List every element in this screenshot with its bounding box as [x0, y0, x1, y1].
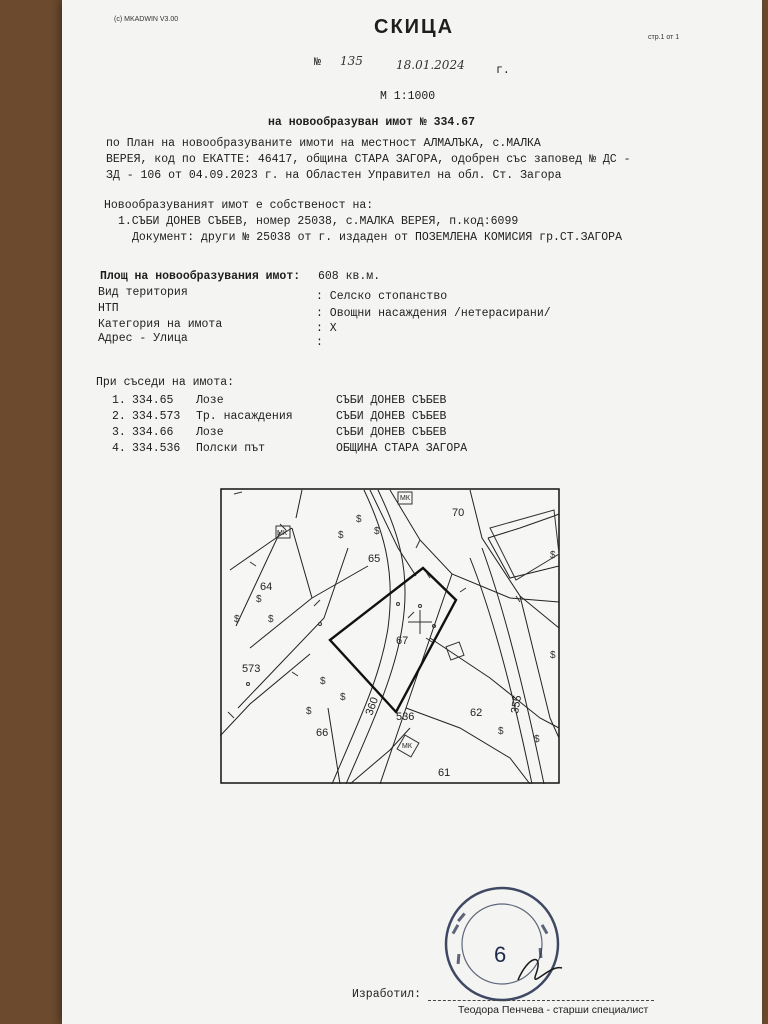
parcel-label-61: 61	[438, 767, 451, 779]
category-value: : X	[316, 322, 337, 335]
neighbor-owner: ОБЩИНА СТАРА ЗАГОРА	[336, 442, 468, 455]
mk-label: МК	[400, 495, 410, 502]
parcel-label-66: 66	[316, 727, 329, 739]
neighbors-heading: При съседи на имота:	[96, 376, 235, 389]
parcel-label-65: 65	[368, 553, 381, 565]
document-title: СКИЦА	[374, 16, 455, 38]
contour-label-360: 360	[363, 695, 382, 718]
neighbor-row	[112, 426, 446, 439]
mk-label: МК	[402, 743, 412, 750]
svg-text:$: $	[338, 530, 344, 541]
svg-text:$: $	[340, 692, 346, 703]
ownership-heading: Новообразуваният имот е собственост на:	[104, 199, 374, 212]
svg-text:$: $	[306, 706, 312, 717]
neighbor-use: Тр. насаждения	[196, 410, 293, 423]
svg-text:$: $	[550, 650, 556, 661]
document-sheet	[62, 0, 762, 1024]
document-number: 135	[340, 54, 363, 68]
map-frame	[221, 489, 559, 783]
neighbor-use: Лозе	[196, 394, 224, 407]
owner-line: 1.СЪБИ ДОНЕВ СЪБЕВ, номер 25038, с.МАЛКА ВЕРЕЯ, п.код:6099	[118, 215, 519, 228]
neighbor-id: 334.66	[132, 426, 174, 439]
neighbor-id: 334.536	[132, 442, 181, 455]
document-date: 18.01.2024	[396, 58, 465, 72]
neighbor-num: 2.	[112, 410, 126, 423]
territory-value: : Селско стопанство	[316, 290, 448, 303]
svg-text:$: $	[256, 594, 262, 605]
svg-text:$: $	[550, 550, 556, 561]
area-value: 608 кв.м.	[318, 270, 381, 283]
neighbor-owner: СЪБИ ДОНЕВ СЪБЕВ	[336, 426, 447, 439]
cadastral-map	[220, 488, 560, 784]
parcel-label-536: 536	[396, 711, 415, 723]
neighbor-use: Полски път	[196, 442, 266, 455]
address-value: :	[316, 336, 323, 349]
svg-text:$: $	[498, 726, 504, 737]
territory-label: Вид територия	[98, 286, 188, 299]
signature-line	[428, 1000, 654, 1001]
contour-label-355: 355	[509, 694, 525, 715]
address-label: Адрес - Улица	[98, 332, 188, 345]
parcel-label-573: 573	[242, 663, 261, 675]
svg-text:$: $	[234, 614, 240, 625]
neighbor-num: 1.	[112, 394, 126, 407]
parcel-label-67: 67	[396, 635, 409, 647]
neighbor-num: 3.	[112, 426, 126, 439]
neighbor-row	[112, 442, 467, 455]
parcel-label-62: 62	[470, 707, 483, 719]
ntp-value: : Овощни насаждения /нетерасирани/	[316, 307, 551, 320]
neighbor-row	[112, 394, 446, 407]
neighbor-id: 334.573	[132, 410, 181, 423]
ntp-label: НТП	[98, 302, 119, 315]
parcel-label-64: 64	[260, 581, 273, 593]
signer-name: Теодора Пенчева - старши специалист	[458, 1004, 649, 1016]
description-line-2: ВЕРЕЯ, код по ЕКАТТЕ: 46417, община СТАРА ЗАГОРА, одобрен със заповед № ДС -	[106, 153, 631, 166]
document-line: Документ: други № 25038 от г. издаден от ПОЗЕМЛЕНА КОМИСИЯ гр.СТ.ЗАГОРА	[132, 231, 622, 244]
date-suffix: г.	[496, 64, 510, 77]
subject-line: на новообразуван имот № 334.67	[268, 116, 476, 129]
category-label: Категория на имота	[98, 318, 223, 331]
svg-text:$: $	[356, 514, 362, 525]
prepared-by-label: Изработил:	[352, 988, 422, 1001]
parcel-label-70: 70	[452, 507, 465, 519]
description-line-3: ЗД - 106 от 04.09.2023 г. на Областен Управител на обл. Ст. Загора	[106, 169, 562, 182]
neighbor-num: 4.	[112, 442, 126, 455]
number-prefix: №	[314, 56, 321, 69]
software-label: (c) MKADWIN V3.00	[114, 16, 179, 23]
neighbor-row	[112, 410, 446, 423]
neighbor-owner: СЪБИ ДОНЕВ СЪБЕВ	[336, 410, 447, 423]
mk-label: МК	[277, 530, 287, 537]
official-stamp	[432, 882, 572, 1002]
map-scale: М 1:1000	[380, 90, 436, 103]
neighbor-id: 334.65	[132, 394, 174, 407]
area-label: Площ на новообразувания имот:	[100, 270, 301, 283]
svg-text:$: $	[320, 676, 326, 687]
svg-text:$: $	[374, 526, 380, 537]
neighbor-use: Лозе	[196, 426, 224, 439]
page-counter: стр.1 от 1	[648, 34, 680, 41]
description-line-1: по План на новообразуваните имоти на местност АЛМАЛЪКА, с.МАЛКА	[106, 137, 541, 150]
svg-text:$: $	[534, 734, 540, 745]
stamp-number: 6	[494, 942, 507, 967]
svg-text:$: $	[268, 614, 274, 625]
neighbor-owner: СЪБИ ДОНЕВ СЪБЕВ	[336, 394, 447, 407]
